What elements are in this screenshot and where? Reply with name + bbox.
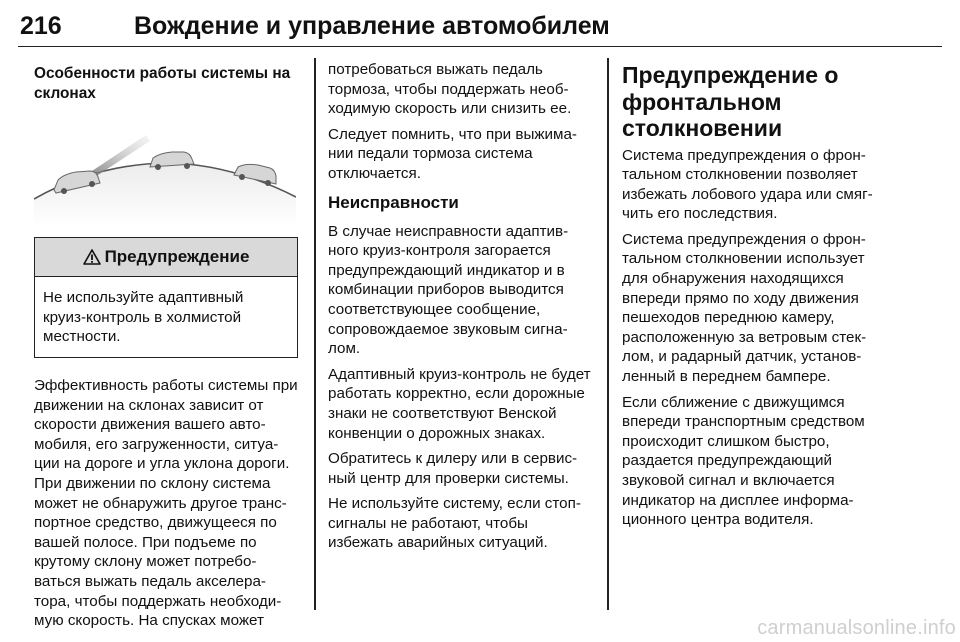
page-header <box>18 4 942 47</box>
paragraph: Если сближение с движущимся впереди транспортным средством происходит слишком быстро, раздается предупреждающий звуковой сигнал и включается индикатор на дисплее информа-ционного центра водителя. <box>622 393 865 529</box>
paragraph: В случае неисправности адаптив-ного круиз-контроля загорается предупреждающий индикатор и в комбинации приборов выводится соответствующее сообщение, сопровождаемое звуковым сигна-лом. <box>328 222 569 358</box>
warning-box <box>34 237 298 358</box>
paragraph: Эффективность работы системы при движении на склонах зависит от скорости движения вашего авто-мобиля, его загруженности, ситуа-ции на дороге и угла уклона дороги. При движении по склону система может не обнаружить другое транс-портное средство, движущееся по вашей полосе. При подъеме по крутому склону может потребо-ваться выжать педаль акселера-тора, чтобы поддержать необходи-мую скорость. На спусках может <box>34 376 298 630</box>
page-number: 216 <box>20 12 62 40</box>
column-2 <box>328 60 596 559</box>
warning-triangle-icon <box>83 249 101 265</box>
paragraph: Обратитесь к дилеру или в сервис-ный центр для проверки системы. <box>328 450 578 487</box>
paragraph: Адаптивный круиз-контроль не будет работать корректно, если дорожные знаки не соответствуют Венской конвенции о дорожных знаках. <box>328 365 591 442</box>
section-heading: Предупреждение о фронтальном столкновении <box>622 62 839 141</box>
cars-on-hill-illustration <box>34 113 296 227</box>
chapter-title: Вождение и управление автомобилем <box>134 12 610 40</box>
warning-text: Не используйте адаптивный круиз-контроль в холмистой местности. <box>43 289 244 346</box>
paragraph: Система предупреждения о фрон-тальном столкновении позволяет избежать лобового удара или смяг-чить его последствия. <box>622 146 873 223</box>
column-3 <box>622 62 892 536</box>
warning-label: Предупреждение <box>104 247 250 267</box>
paragraph: потребоваться выжать педаль тормоза, чтобы поддержать необ-ходимую скорость или снизить ее. <box>328 61 572 118</box>
section-title: Особенности работы системы на склонах <box>34 65 291 102</box>
column-divider <box>314 58 316 610</box>
warning-header <box>35 238 297 277</box>
paragraph: Следует помнить, что при выжима-нии педали тормоза система отключается. <box>328 125 577 182</box>
column-1 <box>34 64 302 637</box>
column-divider <box>607 58 609 610</box>
watermark: carmanualsonline.info <box>757 617 956 639</box>
paragraph: Система предупреждения о фрон-тальном столкновении использует для обнаружения находящихся впереди прямо по ходу движения пешеходов переднюю камеру, расположенную за ветровым стек-лом, и радарный датчик, установ-ленный в переднем бампере. <box>622 230 867 386</box>
paragraph: Не используйте систему, если стоп-сигналы не работают, чтобы избежать аварийных ситуаций. <box>328 495 581 552</box>
section-heading: Неисправности <box>328 192 459 212</box>
